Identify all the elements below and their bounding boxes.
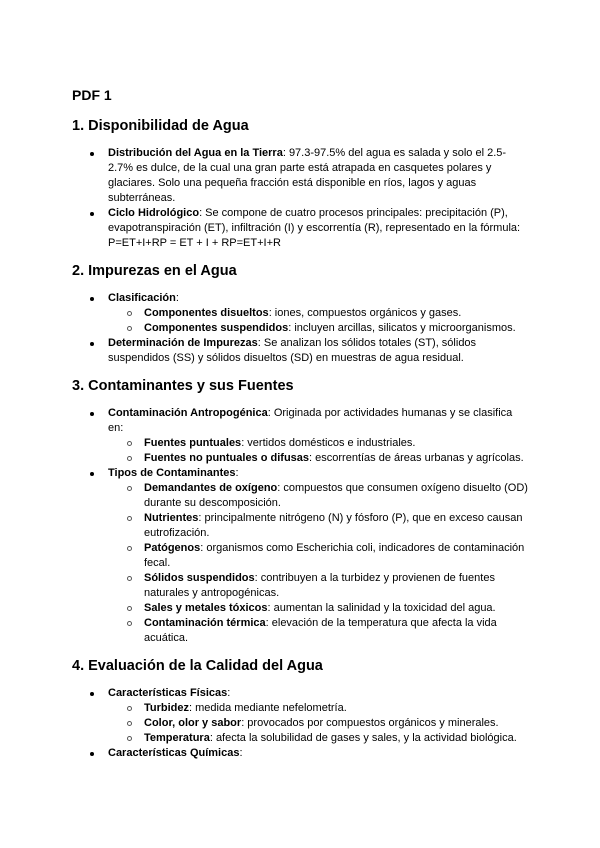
section	[72, 118, 528, 251]
bullet-list	[72, 686, 528, 761]
section	[72, 378, 528, 646]
sub-list-item	[108, 716, 528, 731]
item-text: : elevación de la temperatura que afecta la vida acuática.	[144, 617, 497, 644]
item-text: : iones, compuestos orgánicos y gases.	[268, 307, 462, 319]
item-text: : Se analizan los sólidos totales (ST), sólidos suspendidos (SS) y sólidos disueltos (SD) en muestras de agua residual.	[108, 337, 477, 364]
item-term: Fuentes no puntuales o difusas	[144, 452, 310, 464]
item-term: Características Químicas	[108, 747, 240, 759]
section-heading: 3. Contaminantes y sus Fuentes	[72, 378, 294, 394]
section	[72, 263, 528, 366]
list-item	[72, 146, 528, 206]
item-text: : principalmente nitrógeno (N) y fósforo (P), que en exceso causan eutrofización.	[144, 512, 523, 539]
bullet-list	[72, 146, 528, 251]
item-text: : provocados por compuestos orgánicos y minerales.	[241, 717, 499, 729]
item-term: Temperatura	[144, 732, 210, 744]
sub-list-item	[108, 701, 528, 716]
item-text: :	[235, 467, 239, 479]
sub-bullet-list	[108, 481, 528, 646]
item-term: Nutrientes	[144, 512, 199, 524]
sub-bullet-list	[108, 306, 528, 336]
sub-bullet-list	[108, 436, 528, 466]
item-term: Sólidos suspendidos	[144, 572, 255, 584]
item-term: Distribución del Agua en la Tierra	[108, 147, 283, 159]
item-term: Determinación de Impurezas	[108, 337, 258, 349]
section-heading: 1. Disponibilidad de Agua	[72, 118, 249, 134]
sub-list-item	[108, 321, 528, 336]
list-item	[72, 291, 528, 336]
document-content	[72, 118, 528, 761]
list-item	[72, 336, 528, 366]
list-item	[72, 206, 528, 251]
section-heading: 4. Evaluación de la Calidad del Agua	[72, 658, 323, 674]
item-term: Ciclo Hidrológico	[108, 207, 200, 219]
item-term: Contaminación Antropogénica	[108, 407, 268, 419]
item-text: : vertidos domésticos e industriales.	[241, 437, 416, 449]
list-item	[72, 746, 528, 761]
item-term: Demandantes de oxígeno	[144, 482, 278, 494]
sub-list-item	[108, 451, 528, 466]
item-term: Sales y metales tóxicos	[144, 602, 268, 614]
sub-list-item	[108, 511, 528, 541]
item-text: : medida mediante nefelometría.	[189, 702, 347, 714]
item-text: : afecta la solubilidad de gases y sales, y la actividad biológica.	[209, 732, 517, 744]
item-text: : aumentan la salinidad y la toxicidad del agua.	[267, 602, 496, 614]
item-text: : contribuyen a la turbidez y provienen de fuentes naturales y antropogénicas.	[144, 572, 495, 599]
item-term: Contaminación térmica	[144, 617, 266, 629]
item-term: Fuentes puntuales	[144, 437, 242, 449]
item-text: : Originada por actividades humanas y se clasifica en:	[108, 407, 513, 434]
item-term: Clasificación	[108, 292, 176, 304]
item-term: Turbidez	[144, 702, 190, 714]
item-term: Color, olor y sabor	[144, 717, 242, 729]
bullet-list	[72, 291, 528, 366]
item-text: : incluyen arcillas, silicatos y microorganismos.	[288, 322, 516, 334]
item-text: : escorrentías de áreas urbanas y agrícolas.	[309, 452, 524, 464]
item-text: : compuestos que consumen oxígeno disuelto (OD) durante su descomposición.	[144, 482, 528, 509]
item-term: Componentes disueltos	[144, 307, 269, 319]
sub-bullet-list	[108, 701, 528, 746]
sub-list-item	[108, 731, 528, 746]
sub-list-item	[108, 616, 528, 646]
item-term: Tipos de Contaminantes	[108, 467, 236, 479]
item-term: Características Físicas	[108, 687, 228, 699]
item-text: : Se compone de cuatro procesos principales: precipitación (P), evapotranspiración (ET), infiltración (I) y escorrentía (R), representado en la fórmula: P=ET+I+RP = ET + I + RP=ET+I+R	[108, 207, 521, 249]
item-text: : 97.3-97.5% del agua es salada y solo el 2.5-2.7% es dulce, de la cual una gran parte está atrapada en casquetes polares y glaciares. Solo una pequeña fracción está disponible en ríos, lagos y aguas subterráneas.	[108, 147, 507, 204]
document-title: PDF 1	[72, 87, 112, 103]
item-text: :	[175, 292, 179, 304]
section-heading: 2. Impurezas en el Agua	[72, 263, 237, 279]
item-text: :	[239, 747, 243, 759]
section	[72, 658, 528, 761]
bullet-list	[72, 406, 528, 646]
item-term: Componentes suspendidos	[144, 322, 289, 334]
sub-list-item	[108, 481, 528, 511]
item-term: Patógenos	[144, 542, 201, 554]
item-text: :	[227, 687, 231, 699]
sub-list-item	[108, 601, 528, 616]
list-item	[72, 406, 528, 466]
sub-list-item	[108, 571, 528, 601]
list-item	[72, 466, 528, 646]
sub-list-item	[108, 436, 528, 451]
sub-list-item	[108, 306, 528, 321]
list-item	[72, 686, 528, 746]
sub-list-item	[108, 541, 528, 571]
item-text: : organismos como Escherichia coli, indicadores de contaminación fecal.	[144, 542, 525, 569]
